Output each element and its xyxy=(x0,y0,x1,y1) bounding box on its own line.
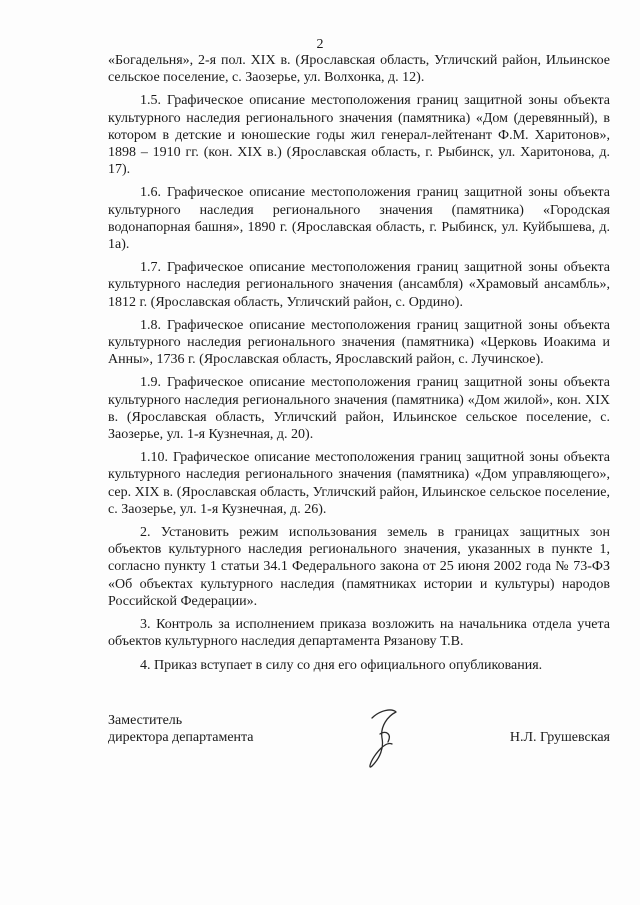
paragraph-1-7: 1.7. Графическое описание местоположения границ защитной зоны объекта культурного наследия регионального значения (ансамбля) «Храмовый ансамбль», 1812 г. (Ярославская область, Угличский район, с. Ордино). xyxy=(108,260,610,310)
handwritten-signature xyxy=(358,704,408,774)
paragraph-3: 3. Контроль за исполнением приказа возложить на начальника отдела учета объектов культурного наследия департамента Рязанову Т.В. xyxy=(108,617,610,650)
paragraph-continuation: «Богадельня», 2-я пол. XIX в. (Ярославская область, Угличский район, Ильинское сельское поселение, с. Заозерье, ул. Волхонка, д. 12). xyxy=(108,53,610,86)
signatory-title xyxy=(108,712,254,746)
paragraph-1-9: 1.9. Графическое описание местоположения границ защитной зоны объекта культурного наследия регионального значения (памятника) «Дом жилой», кон. XIX в. (Ярославская область, Угличский район, Ильинское сельское поселение, с. Заозерье, ул. 1-я Кузнечная, д. 20). xyxy=(108,375,610,443)
signature-block xyxy=(108,712,610,782)
paragraph-1-6: 1.6. Графическое описание местоположения границ защитной зоны объекта культурного наследия регионального значения (памятника) «Городская водонапорная башня», 1890 г. (Ярославская область, г. Рыбинск, ул. Куйбышева, д. 1а). xyxy=(108,185,610,253)
document-body xyxy=(108,52,610,680)
paragraph-1-8: 1.8. Графическое описание местоположения границ защитной зоны объекта культурного наследия регионального значения (памятника) «Церковь Иоакима и Анны», 1736 г. (Ярославская область, Ярославский район, с. Лучинское). xyxy=(108,317,610,368)
paragraph-2: 2. Установить режим использования земель в границах защитных зон объектов культурного наследия регионального значения, указанных в пункте 1, согласно пункту 1 статьи 34.1 Федерального закона от 25 июня 2002 года № 73-ФЗ «Об объектах культурного наследия (памятниках истории и культуры) народов Российской Федерации». xyxy=(108,525,610,609)
paragraph-4: 4. Приказ вступает в силу со дня его официального опубликования. xyxy=(140,657,543,673)
paragraph-1-10: 1.10. Графическое описание местоположения границ защитной зоны объекта культурного наследия регионального значения (памятника) «Дом управляющего», сер. XIX в. (Ярославская область, Угличский район, Ильинское сельское поселение, с. Заозерье, ул. 1-я Кузнечная, д. 26). xyxy=(108,450,610,517)
signatory-title-line1: Заместитель xyxy=(108,713,183,728)
signatory-title-line2: директора департамента xyxy=(108,730,254,745)
signatory-name: Н.Л. Грушевская xyxy=(509,730,610,745)
page-number: 2 xyxy=(316,37,324,52)
paragraph-1-5: 1.5. Графическое описание местоположения границ защитной зоны объекта культурного наследия регионального значения (памятника) «Дом (деревянный), в котором в детские и юношеские годы жил генерал-лейтенант Ф.М. Харитонов», 1898 – 1910 гг. (кон. XIX в.) (Ярославская область, г. Рыбинск, ул. Харитонова, д. 17). xyxy=(108,93,610,178)
